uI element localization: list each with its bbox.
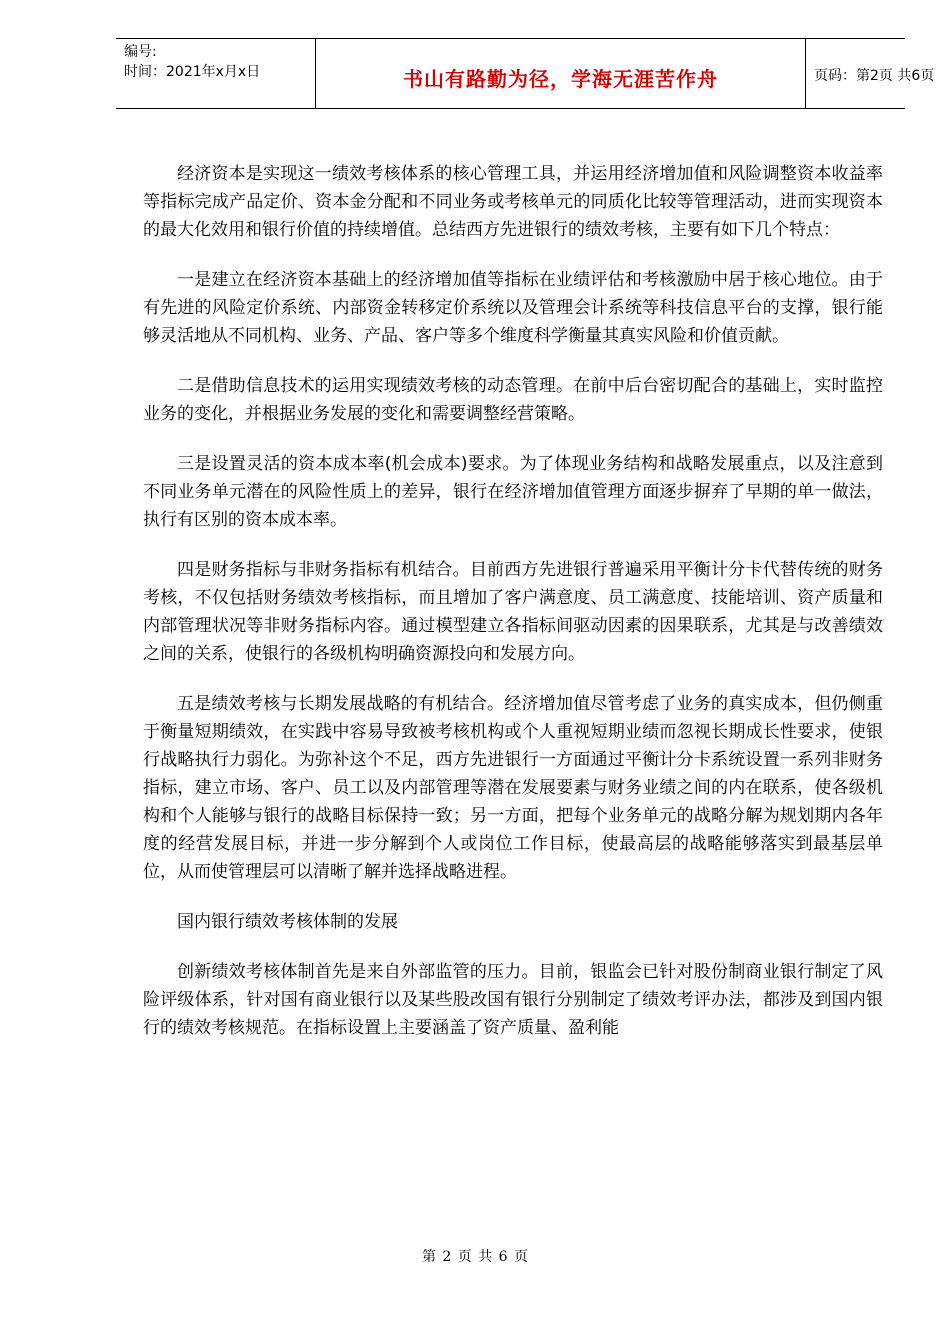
paragraph: 创新绩效考核体制首先是来自外部监管的压力。目前，银监会已针对股份制商业银行制定了风险评级体系，针对国有商业银行以及某些股改国有银行分别制定了绩效考评办法，都涉及到国内银行的绩效考核规范。在指标设置上主要涵盖了资产质量、盈利能 <box>143 962 883 1038</box>
paragraph: 三是设置灵活的资本成本率(机会成本)要求。为了体现业务结构和战略发展重点，以及注意到不同业务单元潜在的风险性质上的差异，银行在经济增加值管理方面逐步摒弃了早期的单一做法，执行有区别的资本成本率。 <box>143 454 883 530</box>
number-label: 编号: <box>124 44 157 60</box>
paragraph: 四是财务指标与非财务指标有机结合。目前西方先进银行普遍采用平衡计分卡代替传统的财务考核，不仅包括财务绩效考核指标，而且增加了客户满意度、员工满意度、技能培训、资产质量和内部管理状况等非财务指标内容。通过模型建立各指标间驱动因素的因果联系，尤其是与改善绩效之间的关系，使银行的各级机构明确资源投向和发展方向。 <box>143 560 883 664</box>
paragraph: 一是建立在经济资本基础上的经济增加值等指标在业绩评估和考核激励中居于核心地位。由于有先进的风险定价系统、内部资金转移定价系统以及管理会计系统等科技信息平台的支撑，银行能够灵活地从不同机构、业务、产品、客户等多个维度科学衡量其真实风险和价值贡献。 <box>143 270 883 346</box>
motto: 书山有路勤为径，学海无涯苦作舟 <box>403 67 718 91</box>
time-label: 时间：2021年x月x日 <box>124 64 261 80</box>
page-label: 页码：第2页 共6页 <box>814 68 935 84</box>
paragraph: 五是绩效考核与长期发展战略的有机结合。经济增加值尽管考虑了业务的真实成本，但仍侧重于衡量短期绩效，在实践中容易导致被考核机构或个人重视短期业绩而忽视长期成长性要求，使银行战略执行力弱化。为弥补这个不足，西方先进银行一方面通过平衡计分卡系统设置一系列非财务指标，建立市场、客户、员工以及内部管理等潜在发展要素与财务业绩之间的内在联系，使各级机构和个人能够与银行的战略目标保持一致；另一方面，把每个业务单元的战略分解为规划期内各年度的经营发展目标，并进一步分解到个人或岗位工作目标，使最高层的战略能够落实到最基层单位，从而使管理层可以清晰了解并选择战略进程。 <box>143 694 883 882</box>
header-meta <box>116 39 314 108</box>
section-heading: 国内银行绩效考核体制的发展 <box>177 912 398 932</box>
paragraph: 二是借助信息技术的运用实现绩效考核的动态管理。在前中后台密切配合的基础上，实时监控业务的变化，并根据业务发展的变化和需要调整经营策略。 <box>143 376 883 424</box>
page-header <box>116 38 935 109</box>
header-motto-cell <box>315 39 806 108</box>
page-footer: 第 2 页 共 6 页 <box>421 1249 529 1265</box>
header-page-cell <box>806 39 935 108</box>
paragraph: 经济资本是实现这一绩效考核体系的核心管理工具，并运用经济增加值和风险调整资本收益率等指标完成产品定价、资本金分配和不同业务或考核单元的同质化比较等管理活动，进而实现资本的最大化效用和银行价值的持续增值。总结西方先进银行的绩效考核，主要有如下几个特点： <box>143 164 883 240</box>
document-body <box>143 160 883 1064</box>
